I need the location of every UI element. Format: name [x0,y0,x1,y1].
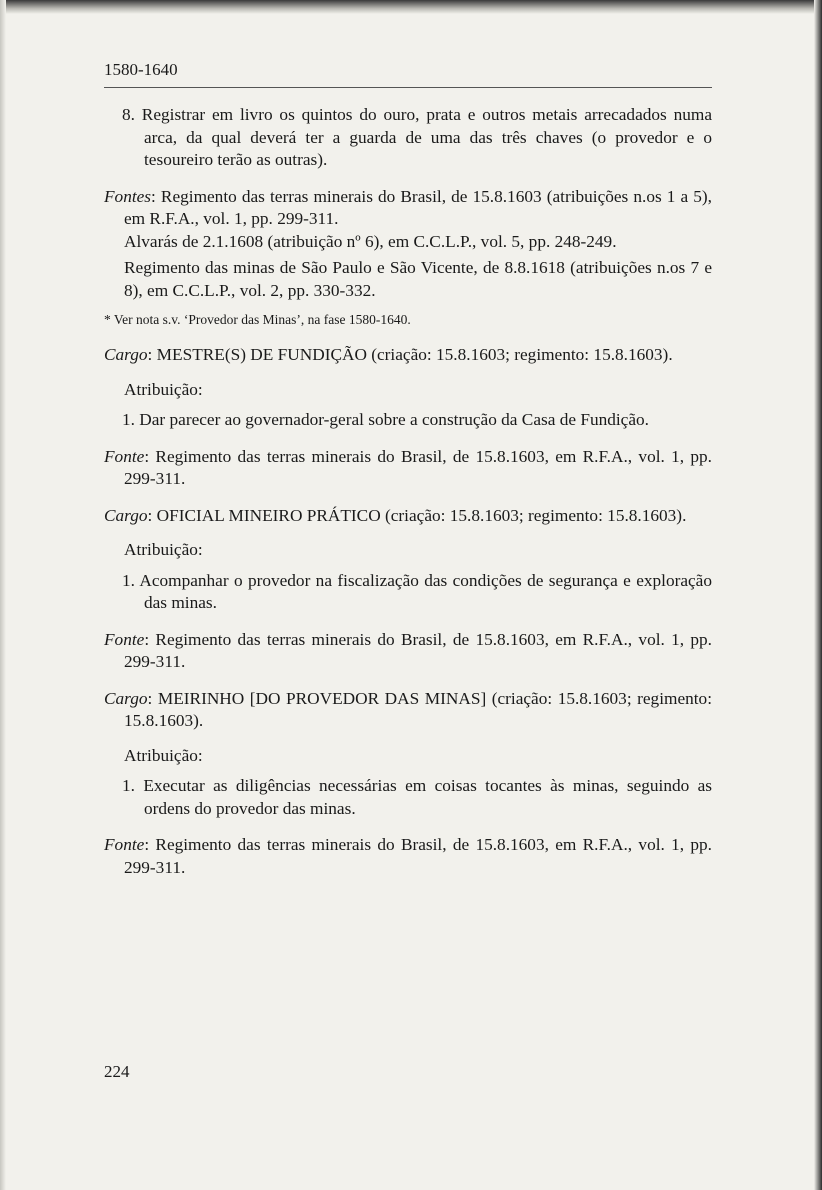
cargo-text: : OFICIAL MINEIRO PRÁTICO (criação: 15.8.1603; regimento: 15.8.1603). [147,505,687,525]
attribution-heading: Atribuição: [124,379,203,399]
sources-line-alvaras: Alvarás de 2.1.1608 (atribuição nº 6), em C.C.L.P., vol. 5, pp. 248-249. [124,231,617,251]
page-top-shadow [0,0,822,14]
page-left-shadow [0,0,6,1190]
cargo-label: Cargo [104,688,148,708]
running-head: 1580-1640 [104,60,178,79]
sources-label: Fontes [104,186,152,206]
footnote: * Ver nota s.v. ‘Provedor das Minas’, na fase 1580-1640. [104,312,411,327]
attribution-heading: Atribuição: [124,540,203,559]
cargo-text: : MESTRE(S) DE FUNDIÇÃO (criação: 15.8.1603; regimento: 15.8.1603). [147,345,673,364]
cargo-entry-mestre [104,344,712,367]
header-rule [104,87,712,88]
cargo-label: Cargo [104,345,148,364]
source-label: Fonte [104,446,145,466]
sources-line-regimento-minas: Regimento das minas de São Paulo e São Vicente, de 8.8.1618 (atribuições n.os 7 e 8), em C.C.L.P., vol. 2, pp. 330-332. [124,258,712,300]
cargo-entry-oficial [104,505,712,528]
attribution-item: 1. Dar parecer ao governador-geral sobre a construção da Casa de Fundição. [122,410,649,429]
page-right-shadow [814,0,822,1190]
attribution-heading: Atribuição: [124,745,203,765]
source-label: Fonte [104,835,145,854]
attribution-item-8: 8. Registrar em livro os quintos do ouro, prata e outros metais arrecadados numa arca, da qual deverá ter a guarda de uma das três chaves (o provedor e o tesoureiro terão as outras). [122,105,712,169]
cargo-text: : MEIRINHO [DO PROVEDOR DAS MINAS] (criação: 15.8.1603; regimento: 15.8.1603). [124,688,712,730]
source-entry [104,834,712,879]
source-label: Fonte [104,629,145,649]
sources-block-1 [104,186,712,231]
source-text: : Regimento das terras minerais do Brasil, de 15.8.1603, em R.F.A., vol. 1, pp. 299-311. [124,446,712,488]
cargo-entry-meirinho [104,688,712,733]
sources-text: : Regimento das terras minerais do Brasil, de 15.8.1603 (atribuições n.os 1 a 5), em R.F.A., vol. 1, pp. 299-311. [124,186,712,228]
source-entry [104,446,712,491]
attribution-item: 1. Executar as diligências necessárias em coisas tocantes às minas, seguindo as ordens do provedor das minas. [122,776,712,818]
page-content [104,104,712,879]
source-text: : Regimento das terras minerais do Brasil, de 15.8.1603, em R.F.A., vol. 1, pp. 299-311. [124,835,712,877]
page-number: 224 [104,1062,130,1081]
source-text: : Regimento das terras minerais do Brasil, de 15.8.1603, em R.F.A., vol. 1, pp. 299-311. [124,629,712,671]
cargo-label: Cargo [104,505,148,525]
attribution-item: 1. Acompanhar o provedor na fiscalização das condições de segurança e exploração das minas. [122,570,712,612]
source-entry [104,629,712,674]
